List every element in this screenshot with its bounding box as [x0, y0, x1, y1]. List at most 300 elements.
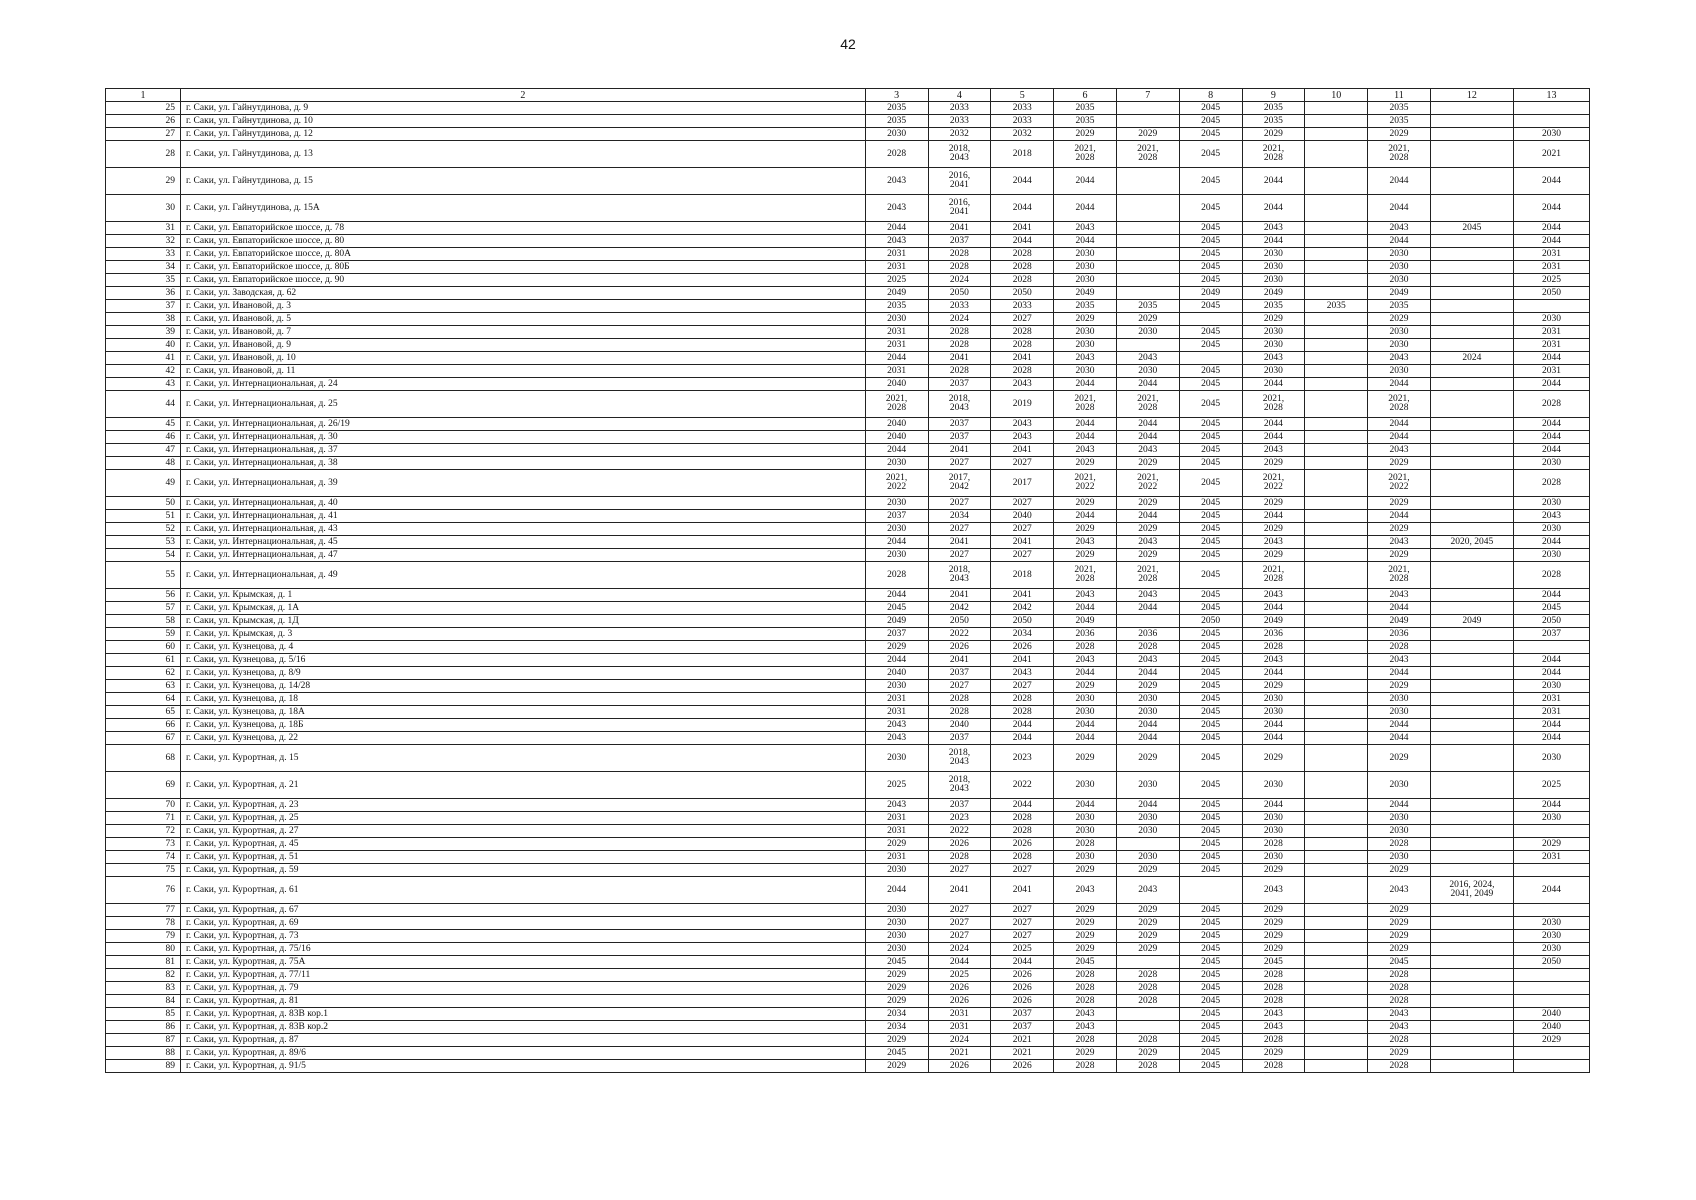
year-cell: 2029: [1242, 549, 1305, 562]
year-cell: [1305, 470, 1368, 497]
year-cell: [1305, 1034, 1368, 1047]
year-cell: [1430, 128, 1513, 141]
year-cell: 2044: [1368, 431, 1431, 444]
address-cell: г. Саки, ул. Ивановой, д. 9: [180, 339, 865, 352]
year-cell: 2028: [1054, 1034, 1117, 1047]
year-cell: 2044: [865, 444, 928, 457]
year-cell: 2044: [1513, 418, 1589, 431]
year-cell: 2030: [1054, 772, 1117, 799]
year-cell: 2044: [1054, 195, 1117, 222]
year-cell: 2030: [865, 943, 928, 956]
year-cell: 2024: [928, 1034, 991, 1047]
year-cell: 2029: [1242, 680, 1305, 693]
year-cell: 2043: [1242, 589, 1305, 602]
table-row: [106, 352, 1590, 365]
year-cell: 2030: [1368, 248, 1431, 261]
year-cell: 2028: [865, 141, 928, 168]
year-cell: [1305, 168, 1368, 195]
year-cell: [1116, 168, 1179, 195]
year-cell: 2030: [1116, 706, 1179, 719]
year-cell: 2045: [1179, 838, 1242, 851]
year-cell: 2041: [991, 589, 1054, 602]
year-cell: 2021: [991, 1034, 1054, 1047]
year-cell: 2034: [991, 628, 1054, 641]
year-cell: 2044: [1513, 168, 1589, 195]
year-cell: 2030: [1116, 851, 1179, 864]
year-cell: 2029: [1116, 497, 1179, 510]
year-cell: 2028: [991, 261, 1054, 274]
year-cell: 2045: [1179, 141, 1242, 168]
year-cell: 2028: [991, 339, 1054, 352]
address-cell: г. Саки, ул. Интернациональная, д. 25: [180, 391, 865, 418]
year-cell: 2044: [1513, 195, 1589, 222]
year-cell: 2028: [928, 365, 991, 378]
year-cell: 2028: [1368, 995, 1431, 1008]
year-cell: 2045: [1179, 1034, 1242, 1047]
year-cell: 2049: [865, 287, 928, 300]
year-cell: 2045: [1179, 102, 1242, 115]
year-cell: 2022: [928, 825, 991, 838]
year-cell: [1305, 102, 1368, 115]
year-cell: 2028: [1368, 1060, 1431, 1073]
year-cell: 2029: [1242, 497, 1305, 510]
year-cell: 2041: [928, 589, 991, 602]
table-row: [106, 313, 1590, 326]
address-cell: г. Саки, ул. Кузнецова, д. 14/28: [180, 680, 865, 693]
year-cell: 2045: [1179, 904, 1242, 917]
row-number-cell: 35: [106, 274, 181, 287]
year-cell: 2043: [1054, 654, 1117, 667]
year-cell: 2040: [865, 431, 928, 444]
address-cell: г. Саки, ул. Евпаторийское шоссе, д. 78: [180, 222, 865, 235]
address-cell: г. Саки, ул. Интернациональная, д. 49: [180, 562, 865, 589]
row-number-cell: 34: [106, 261, 181, 274]
year-cell: 2041: [991, 654, 1054, 667]
address-cell: г. Саки, ул. Кузнецова, д. 5/16: [180, 654, 865, 667]
year-cell: 2044: [1513, 732, 1589, 745]
year-cell: 2044: [991, 235, 1054, 248]
year-cell: 2037: [1513, 628, 1589, 641]
year-cell: 2029: [1368, 313, 1431, 326]
year-cell: 2045: [1179, 391, 1242, 418]
year-cell: [1430, 693, 1513, 706]
table-row: [106, 365, 1590, 378]
year-cell: 2028: [928, 261, 991, 274]
year-cell: 2037: [928, 799, 991, 812]
year-cell: 2027: [991, 917, 1054, 930]
year-cell: 2030: [1368, 706, 1431, 719]
year-cell: 2030: [1054, 274, 1117, 287]
year-cell: 2030: [1513, 812, 1589, 825]
year-cell: 2028: [1054, 982, 1117, 995]
year-cell: [1305, 877, 1368, 904]
year-cell: 2027: [991, 457, 1054, 470]
year-cell: 2030: [1242, 706, 1305, 719]
year-cell: 2029: [1054, 313, 1117, 326]
year-cell: 2044: [1054, 667, 1117, 680]
year-cell: 2045: [1179, 248, 1242, 261]
year-cell: [1305, 956, 1368, 969]
year-cell: [1305, 326, 1368, 339]
table-row: [106, 772, 1590, 799]
year-cell: 2043: [1242, 444, 1305, 457]
row-number-cell: 62: [106, 667, 181, 680]
year-cell: 2043: [1513, 510, 1589, 523]
year-cell: 2044: [1513, 667, 1589, 680]
year-cell: 2035: [1242, 300, 1305, 313]
row-number-cell: 69: [106, 772, 181, 799]
row-number-cell: 42: [106, 365, 181, 378]
year-cell: 2033: [991, 300, 1054, 313]
year-cell: 2029: [1242, 904, 1305, 917]
year-cell: 2029: [1368, 497, 1431, 510]
year-cell: 2028: [1368, 838, 1431, 851]
year-cell: [1179, 877, 1242, 904]
year-cell: 2029: [1116, 457, 1179, 470]
year-cell: 2033: [928, 102, 991, 115]
year-cell: 2023: [991, 745, 1054, 772]
year-cell: 2045: [1179, 667, 1242, 680]
year-cell: 2044: [1116, 378, 1179, 391]
year-cell: 2028: [1242, 641, 1305, 654]
year-cell: 2044: [1513, 719, 1589, 732]
year-cell: [1305, 719, 1368, 732]
year-cell: [1430, 248, 1513, 261]
year-cell: 2025: [928, 969, 991, 982]
year-cell: 2030: [865, 313, 928, 326]
year-cell: [1430, 904, 1513, 917]
year-cell: [1513, 904, 1589, 917]
year-cell: 2027: [928, 930, 991, 943]
year-cell: 2044: [1242, 719, 1305, 732]
row-number-cell: 83: [106, 982, 181, 995]
year-cell: 2044: [928, 956, 991, 969]
year-cell: 2028: [1242, 982, 1305, 995]
year-cell: 2030: [1242, 365, 1305, 378]
year-cell: [1430, 418, 1513, 431]
year-cell: [1513, 864, 1589, 877]
year-cell: [1305, 141, 1368, 168]
year-cell: 2044: [1368, 235, 1431, 248]
year-cell: 2049: [1368, 287, 1431, 300]
year-cell: 2043: [865, 732, 928, 745]
year-cell: 2050: [928, 615, 991, 628]
year-cell: 2044: [1513, 654, 1589, 667]
table-row: [106, 719, 1590, 732]
year-cell: [1305, 943, 1368, 956]
address-cell: г. Саки, ул. Курортная, д. 67: [180, 904, 865, 917]
year-cell: 2030: [1116, 693, 1179, 706]
year-cell: 2028: [1242, 1060, 1305, 1073]
year-cell: 2044: [1116, 799, 1179, 812]
year-cell: 2021: [1513, 141, 1589, 168]
year-cell: 2045: [1179, 956, 1242, 969]
year-cell: [1305, 365, 1368, 378]
year-cell: 2041: [991, 222, 1054, 235]
year-cell: [1430, 457, 1513, 470]
address-cell: г. Саки, ул. Ивановой, д. 5: [180, 313, 865, 326]
year-cell: 2044: [865, 536, 928, 549]
year-cell: 2030: [865, 497, 928, 510]
year-cell: 2044: [1513, 222, 1589, 235]
address-cell: г. Саки, ул. Интернациональная, д. 43: [180, 523, 865, 536]
year-cell: 2037: [928, 418, 991, 431]
year-cell: 2025: [865, 772, 928, 799]
row-number-cell: 47: [106, 444, 181, 457]
year-cell: [1305, 339, 1368, 352]
year-cell: 2028: [1242, 838, 1305, 851]
year-cell: 2029: [865, 1034, 928, 1047]
row-number-cell: 74: [106, 851, 181, 864]
address-cell: г. Саки, ул. Интернациональная, д. 39: [180, 470, 865, 497]
year-cell: 2044: [991, 956, 1054, 969]
year-cell: 2049: [1242, 615, 1305, 628]
year-cell: [1513, 825, 1589, 838]
table-row: [106, 470, 1590, 497]
year-cell: 2044: [1242, 510, 1305, 523]
year-cell: 2045: [1179, 706, 1242, 719]
year-cell: 2029: [1242, 523, 1305, 536]
year-cell: 2041: [928, 654, 991, 667]
year-cell: [1305, 391, 1368, 418]
year-cell: 2030: [1242, 772, 1305, 799]
year-cell: 2028: [1513, 562, 1589, 589]
row-number-cell: 39: [106, 326, 181, 339]
year-cell: 2043: [1368, 1008, 1431, 1021]
year-cell: 2030: [1368, 772, 1431, 799]
year-cell: 2029: [1116, 745, 1179, 772]
year-cell: [1430, 1008, 1513, 1021]
row-number-cell: 82: [106, 969, 181, 982]
address-cell: г. Саки, ул. Ивановой, д. 11: [180, 365, 865, 378]
year-cell: 2043: [1054, 589, 1117, 602]
year-cell: [1305, 378, 1368, 391]
table-row: [106, 549, 1590, 562]
year-cell: 2050: [1513, 956, 1589, 969]
year-cell: [1513, 1047, 1589, 1060]
year-cell: 2043: [1054, 1008, 1117, 1021]
year-cell: 2044: [991, 195, 1054, 222]
row-number-cell: 28: [106, 141, 181, 168]
year-cell: 2028: [928, 851, 991, 864]
year-cell: 2030: [1242, 339, 1305, 352]
year-cell: [1305, 115, 1368, 128]
year-cell: 2045: [1179, 261, 1242, 274]
year-cell: 2044: [1242, 602, 1305, 615]
row-number-cell: 29: [106, 168, 181, 195]
row-number-cell: 43: [106, 378, 181, 391]
year-cell: 2029: [1242, 943, 1305, 956]
year-cell: 2041: [928, 352, 991, 365]
year-cell: 2045: [1179, 602, 1242, 615]
year-cell: 2041: [991, 352, 1054, 365]
year-cell: 2028: [1116, 641, 1179, 654]
year-cell: 2029: [1513, 1034, 1589, 1047]
year-cell: [1305, 930, 1368, 943]
year-cell: 2027: [991, 930, 1054, 943]
year-cell: [1305, 510, 1368, 523]
year-cell: 2030: [1054, 248, 1117, 261]
year-cell: 2034: [928, 510, 991, 523]
table-row: [106, 510, 1590, 523]
row-number-cell: 79: [106, 930, 181, 943]
year-cell: 2030: [1054, 261, 1117, 274]
year-cell: 2045: [1242, 956, 1305, 969]
year-cell: 2036: [1368, 628, 1431, 641]
year-cell: 2045: [1179, 641, 1242, 654]
year-cell: 2029: [865, 1060, 928, 1073]
year-cell: 2045: [1179, 745, 1242, 772]
year-cell: [1513, 300, 1589, 313]
data-table: [105, 88, 1590, 1073]
row-number-cell: 56: [106, 589, 181, 602]
year-cell: 2044: [1242, 431, 1305, 444]
address-cell: г. Саки, ул. Курортная, д. 73: [180, 930, 865, 943]
year-cell: 2027: [928, 523, 991, 536]
year-cell: 2044: [1513, 444, 1589, 457]
year-cell: 2029: [1116, 549, 1179, 562]
year-cell: 2043: [865, 799, 928, 812]
year-cell: 2045: [1179, 693, 1242, 706]
year-cell: 2045: [1179, 510, 1242, 523]
table-row: [106, 628, 1590, 641]
address-cell: г. Саки, ул. Кузнецова, д. 18Б: [180, 719, 865, 732]
year-cell: [1430, 706, 1513, 719]
year-cell: 2033: [991, 102, 1054, 115]
year-cell: 2040: [1513, 1008, 1589, 1021]
year-cell: 2021, 2028: [1242, 141, 1305, 168]
year-cell: 2029: [1054, 497, 1117, 510]
year-cell: 2030: [1513, 943, 1589, 956]
address-cell: г. Саки, ул. Интернациональная, д. 37: [180, 444, 865, 457]
year-cell: 2026: [928, 982, 991, 995]
year-cell: [1430, 732, 1513, 745]
year-cell: 2030: [1513, 680, 1589, 693]
header-cell: 4: [928, 89, 991, 102]
year-cell: [1430, 470, 1513, 497]
year-cell: 2044: [1116, 732, 1179, 745]
row-number-cell: 65: [106, 706, 181, 719]
table-row: [106, 444, 1590, 457]
year-cell: 2029: [1242, 917, 1305, 930]
year-cell: 2045: [1179, 274, 1242, 287]
year-cell: 2028: [865, 562, 928, 589]
row-number-cell: 33: [106, 248, 181, 261]
year-cell: 2031: [1513, 248, 1589, 261]
row-number-cell: 84: [106, 995, 181, 1008]
year-cell: [1305, 982, 1368, 995]
year-cell: 2044: [1368, 168, 1431, 195]
year-cell: [1116, 1008, 1179, 1021]
year-cell: 2029: [1116, 313, 1179, 326]
year-cell: 2030: [1513, 930, 1589, 943]
row-number-cell: 30: [106, 195, 181, 222]
year-cell: 2043: [991, 667, 1054, 680]
year-cell: 2045: [1179, 378, 1242, 391]
row-number-cell: 44: [106, 391, 181, 418]
year-cell: 2045: [1430, 222, 1513, 235]
year-cell: 2045: [1179, 799, 1242, 812]
year-cell: 2029: [1368, 930, 1431, 943]
year-cell: 2030: [1242, 248, 1305, 261]
address-cell: г. Саки, ул. Гайнутдинова, д. 15А: [180, 195, 865, 222]
year-cell: 2027: [928, 497, 991, 510]
year-cell: 2033: [928, 115, 991, 128]
address-cell: г. Саки, ул. Кузнецова, д. 22: [180, 732, 865, 745]
year-cell: [1305, 313, 1368, 326]
address-cell: г. Саки, ул. Кузнецова, д. 18А: [180, 706, 865, 719]
year-cell: 2031: [865, 812, 928, 825]
year-cell: 2030: [865, 523, 928, 536]
year-cell: 2044: [1054, 602, 1117, 615]
year-cell: 2044: [1513, 352, 1589, 365]
year-cell: 2028: [1054, 969, 1117, 982]
year-cell: 2045: [1179, 864, 1242, 877]
header-cell: 12: [1430, 89, 1513, 102]
year-cell: [1305, 536, 1368, 549]
year-cell: 2043: [1116, 877, 1179, 904]
year-cell: 2028: [1513, 470, 1589, 497]
year-cell: 2050: [1513, 287, 1589, 300]
year-cell: [1430, 287, 1513, 300]
year-cell: 2029: [1054, 1047, 1117, 1060]
year-cell: 2029: [1368, 680, 1431, 693]
year-cell: [1430, 930, 1513, 943]
year-cell: 2045: [1179, 654, 1242, 667]
year-cell: 2028: [1242, 995, 1305, 1008]
year-cell: 2043: [865, 719, 928, 732]
table-row: [106, 274, 1590, 287]
year-cell: 2028: [1368, 982, 1431, 995]
year-cell: 2022: [928, 628, 991, 641]
year-cell: 2017: [991, 470, 1054, 497]
year-cell: 2044: [1054, 510, 1117, 523]
year-cell: 2029: [1242, 1047, 1305, 1060]
year-cell: 2045: [1179, 431, 1242, 444]
year-cell: 2050: [928, 287, 991, 300]
year-cell: 2030: [1368, 851, 1431, 864]
year-cell: 2034: [865, 1021, 928, 1034]
row-number-cell: 57: [106, 602, 181, 615]
year-cell: 2035: [1054, 300, 1117, 313]
year-cell: 2031: [865, 326, 928, 339]
year-cell: 2021, 2028: [1368, 562, 1431, 589]
year-cell: 2028: [991, 825, 1054, 838]
year-cell: 2043: [1368, 536, 1431, 549]
table-row: [106, 261, 1590, 274]
year-cell: 2044: [1054, 378, 1117, 391]
year-cell: 2025: [865, 274, 928, 287]
year-cell: 2030: [1242, 274, 1305, 287]
year-cell: 2044: [1368, 602, 1431, 615]
year-cell: 2029: [1054, 457, 1117, 470]
year-cell: 2045: [1179, 418, 1242, 431]
year-cell: 2031: [865, 693, 928, 706]
address-cell: г. Саки, ул. Гайнутдинова, д. 12: [180, 128, 865, 141]
table-row: [106, 536, 1590, 549]
year-cell: 2024: [928, 313, 991, 326]
row-number-cell: 52: [106, 523, 181, 536]
table-row: [106, 917, 1590, 930]
year-cell: 2045: [865, 602, 928, 615]
year-cell: [1430, 510, 1513, 523]
year-cell: 2044: [1054, 431, 1117, 444]
table-row: [106, 680, 1590, 693]
year-cell: 2028: [1116, 1034, 1179, 1047]
year-cell: 2044: [1368, 378, 1431, 391]
year-cell: 2030: [1242, 825, 1305, 838]
year-cell: 2037: [865, 510, 928, 523]
